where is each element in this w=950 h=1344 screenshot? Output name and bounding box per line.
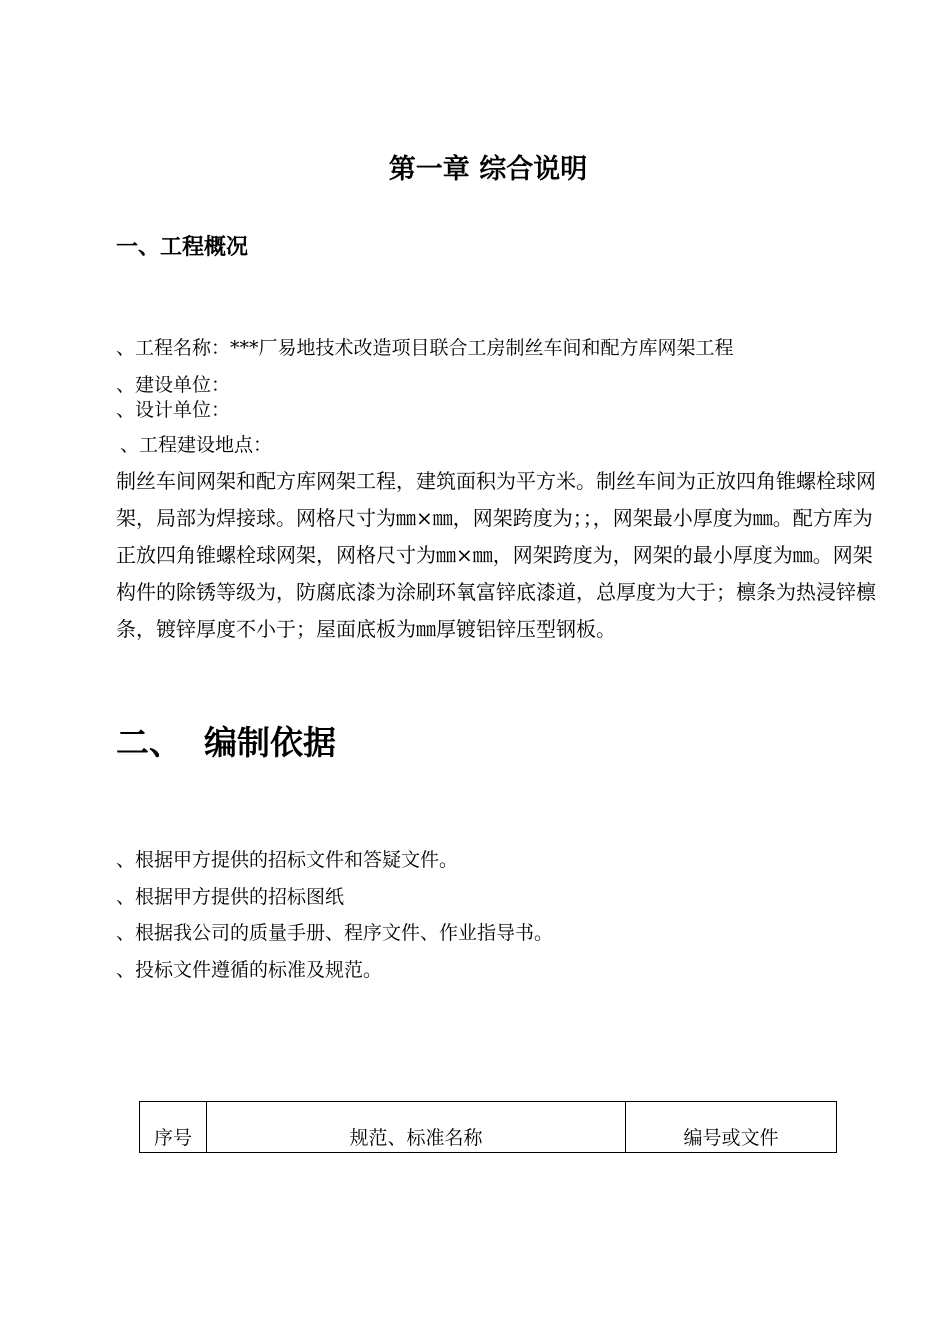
- column-header-serial-number: 序号: [140, 1102, 207, 1153]
- construction-unit-line: 、建设单位：: [116, 374, 231, 396]
- list-item: 、投标文件遵循的标准及规范。: [116, 958, 383, 981]
- project-description-paragraph: 制丝车间网架和配方库网架工程，建筑面积为平方米。制丝车间为正放四角锥螺栓球网架，局部为焊接球。网格尺寸为㎜×㎜，网架跨度为；；，网架最小厚度为㎜。配方库为正放四角锥螺栓球网架，网格尺寸为㎜×㎜，网架跨度为，网架的最小厚度为㎜。网架构件的除锈等级为，防腐底漆为涂刷环氧富锌底漆道，总厚度为大于；檩条为热浸锌檩条，镀锌厚度不小于；屋面底板为㎜厚镀铝锌压型钢板。: [116, 469, 876, 641]
- list-item: 、根据甲方提供的招标图纸: [116, 885, 345, 908]
- table-header-row: [140, 1102, 837, 1153]
- list-item: 、根据甲方提供的招标文件和答疑文件。: [116, 849, 459, 871]
- section-heading-number: 二、: [116, 723, 182, 762]
- column-header-standard-name: 规范、标准名称: [207, 1102, 626, 1153]
- column-header-code-or-document: 编号或文件: [626, 1102, 837, 1153]
- section-heading-compilation-basis: [116, 718, 336, 768]
- section-heading-project-overview: 一、工程概况: [116, 235, 249, 260]
- chapter-title: 第一章 综合说明: [388, 154, 588, 185]
- list-item: 、根据我公司的质量手册、程序文件、作业指导书。: [116, 922, 554, 944]
- compilation-basis-list: [116, 842, 553, 988]
- standards-table: [139, 1101, 837, 1153]
- section-heading-text: 编制依据: [204, 723, 336, 762]
- design-unit-line: 、设计单位：: [116, 399, 231, 421]
- project-name-line: 、工程名称：***厂易地技术改造项目联合工房制丝车间和配方库网架工程: [116, 337, 734, 359]
- construction-site-line: 、工程建设地点：: [120, 434, 273, 456]
